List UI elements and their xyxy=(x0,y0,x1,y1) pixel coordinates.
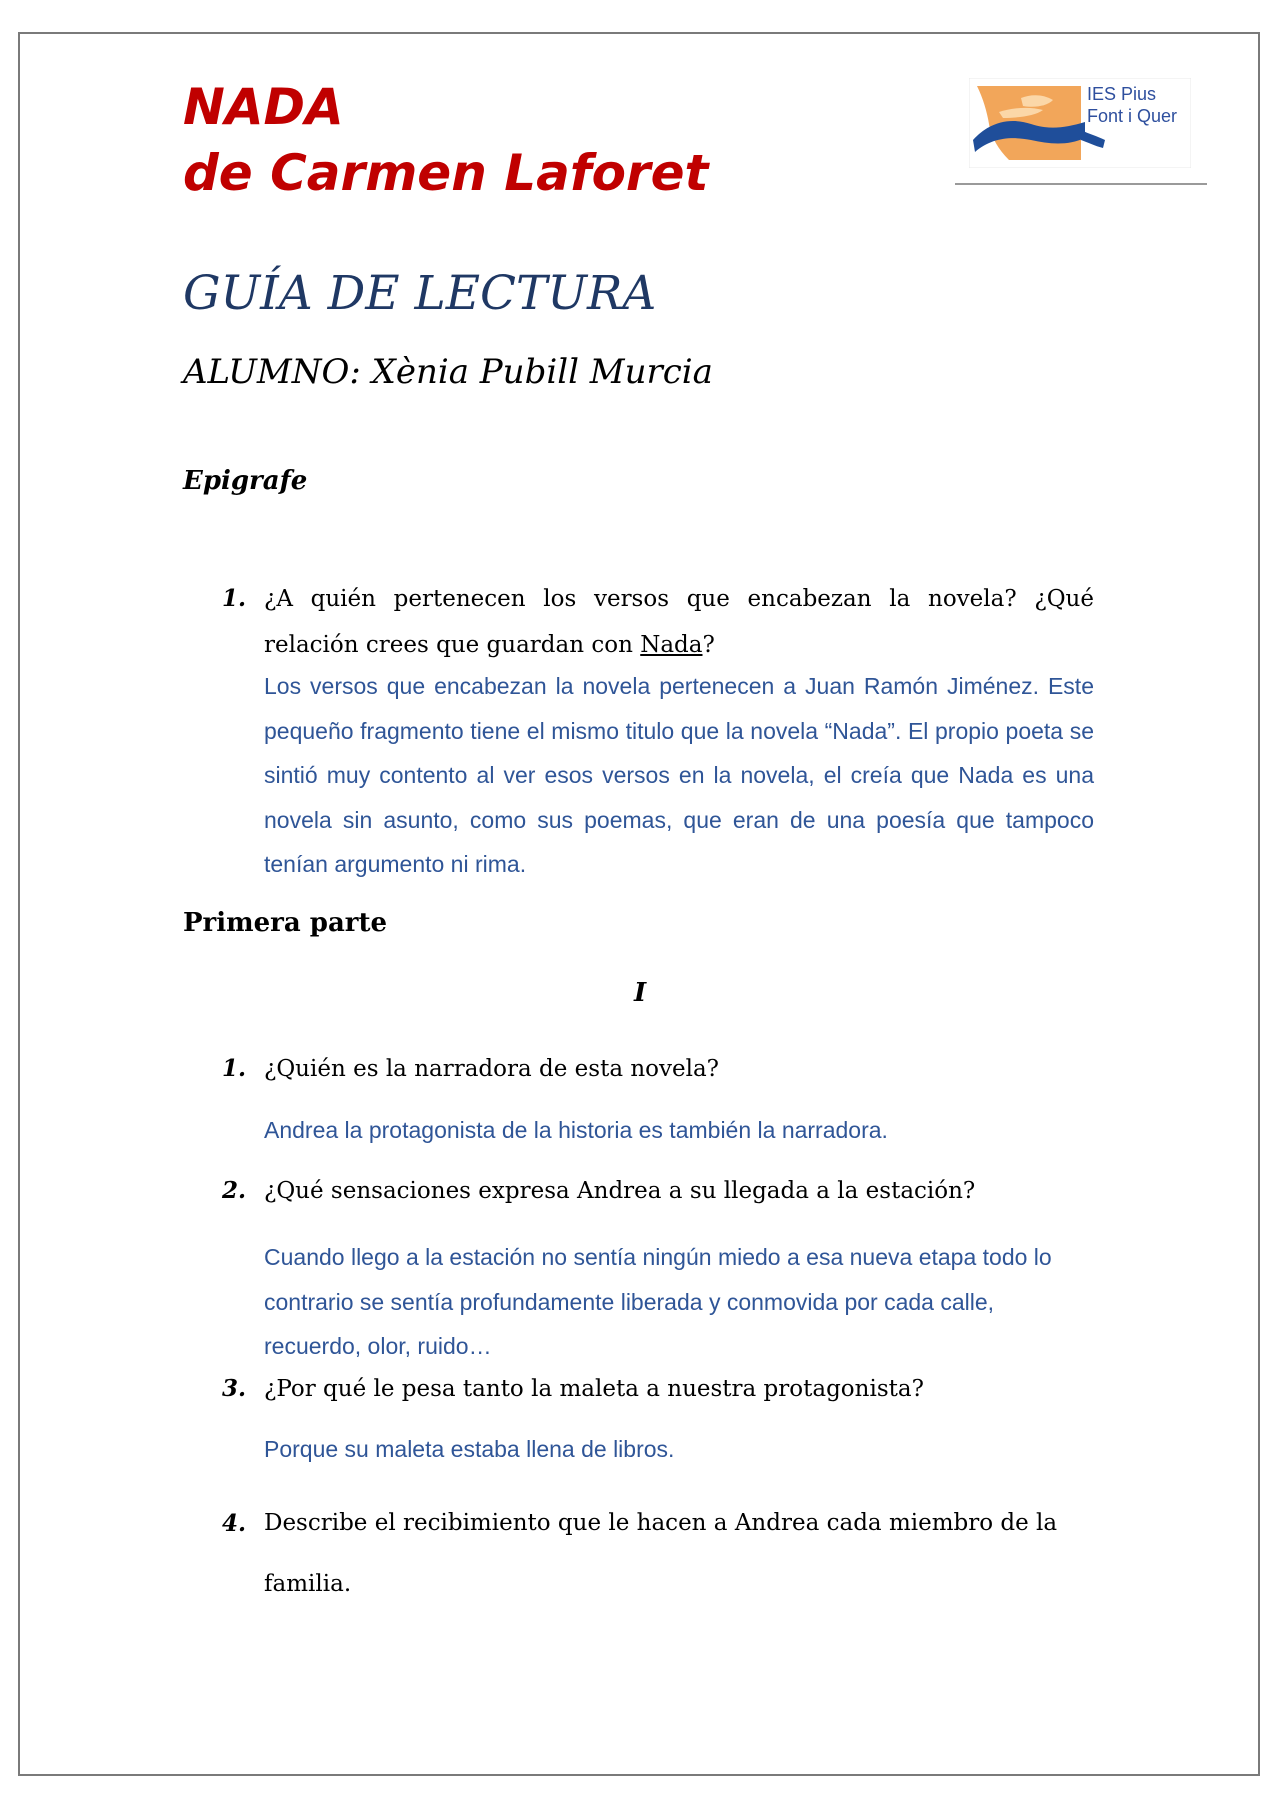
question-number: 1. xyxy=(222,1055,247,1082)
question-number: 1. xyxy=(222,585,247,612)
book-title-underlined: Nada xyxy=(640,632,703,658)
question-text xyxy=(264,576,1094,668)
document-title xyxy=(183,74,708,206)
answer-text: Cuando llego a la estación no sentía ningún miedo a esa nueva etapa todo lo contrario se sentía profundamente liberada y conmovida por cada calle, recuerdo, olor, ruido… xyxy=(264,1244,1052,1359)
question-number: 4. xyxy=(222,1510,247,1537)
school-logo-text xyxy=(1087,83,1177,127)
section-heading-epigrafe: Epigrafe xyxy=(183,466,308,496)
question-text: ¿Quién es la narradora de esta novela? xyxy=(264,1056,720,1082)
title-line-1: NADA xyxy=(183,78,344,136)
question-number: 3. xyxy=(222,1375,247,1402)
question-number: 2. xyxy=(222,1177,247,1204)
answer-text: Porque su maleta estaba llena de libros. xyxy=(264,1436,675,1462)
answer-text: Andrea la protagonista de la historia es también la narradora. xyxy=(264,1117,888,1143)
header-rule xyxy=(955,183,1207,185)
question-text: ¿Qué sensaciones expresa Andrea a su llegada a la estación? xyxy=(264,1178,976,1204)
guide-title: GUÍA DE LECTURA xyxy=(183,266,657,321)
question-text-part: ? xyxy=(702,632,715,658)
question-text-part: ¿A quién pertenecen los versos que encabezan la novela? ¿Qué relación crees que guardan con xyxy=(264,586,1094,658)
logo-text-line-2: Font i Quer xyxy=(1087,106,1178,126)
logo-text-line-1: IES Pius xyxy=(1087,84,1157,104)
question-text: ¿Por qué le pesa tanto la maleta a nuestra protagonista? xyxy=(264,1376,924,1402)
answer-text: Los versos que encabezan la novela pertenecen a Juan Ramón Jiménez. Este pequeño fragmento tiene el mismo titulo que la novela “Nada”. El propio poeta se sintió muy contento al ver esos versos en la novela, el creía que Nada es una novela sin asunto, como sus poemas, que eran de una poesía que tampoco tenían argumento ni rima. xyxy=(264,673,1094,877)
chapter-number: I xyxy=(634,978,647,1008)
section-heading-primera-parte: Primera parte xyxy=(183,908,388,938)
student-name: ALUMNO: Xènia Pubill Murcia xyxy=(183,352,713,392)
title-line-2: de Carmen Laforet xyxy=(183,144,709,202)
question-text: Describe el recibimiento que le hacen a Andrea cada miembro de la familia. xyxy=(264,1510,1058,1597)
